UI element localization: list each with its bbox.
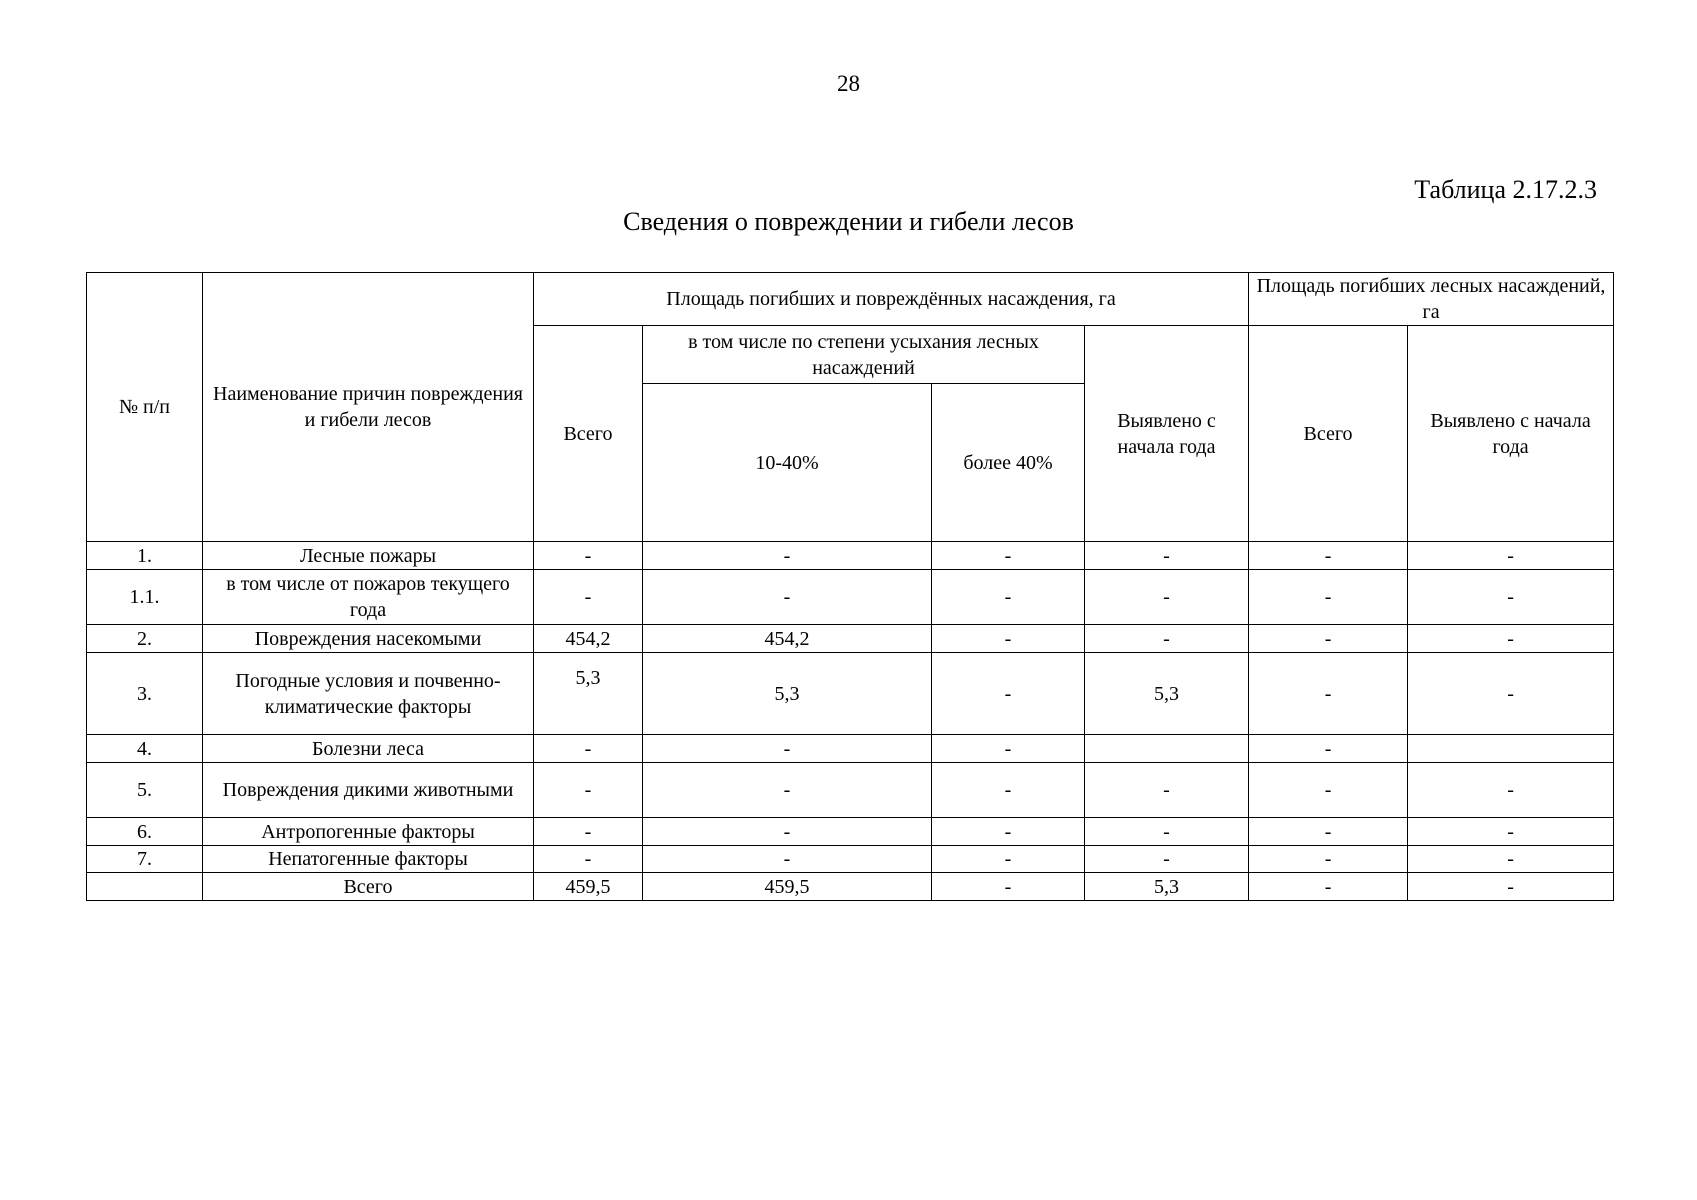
header-group-dead: Площадь погибших лесных насаждений, га	[1249, 273, 1614, 326]
cell-p10-40: -	[643, 542, 932, 570]
cell-since: -	[1085, 846, 1249, 873]
cell-dead-total: -	[1249, 570, 1408, 625]
cell-num: 1.	[87, 542, 203, 570]
cell-num: 4.	[87, 735, 203, 763]
damage-table	[86, 272, 1614, 901]
cell-since: -	[1085, 763, 1249, 818]
cell-dead-total: -	[1249, 818, 1408, 846]
cell-p10-40: -	[643, 735, 932, 763]
cell-num: 5.	[87, 763, 203, 818]
cell-dead-since: -	[1408, 570, 1614, 625]
cell-name: Погодные условия и почвенно-климатические факторы	[203, 653, 534, 735]
cell-total: -	[534, 818, 643, 846]
header-num: № п/п	[87, 273, 203, 542]
cell-since: -	[1085, 570, 1249, 625]
header-total: Всего	[534, 326, 643, 542]
cell-p40: -	[932, 763, 1085, 818]
cell-dead-total: -	[1249, 542, 1408, 570]
cell-num: 1.1.	[87, 570, 203, 625]
cell-p40: -	[932, 818, 1085, 846]
cell-p10-40: -	[643, 570, 932, 625]
cell-since: 5,3	[1085, 873, 1249, 901]
cell-since	[1085, 735, 1249, 763]
cell-dead-since: -	[1408, 873, 1614, 901]
table-row	[87, 542, 1614, 570]
cell-num: 7.	[87, 846, 203, 873]
cell-since: -	[1085, 818, 1249, 846]
cell-p40: -	[932, 542, 1085, 570]
table-row	[87, 818, 1614, 846]
cell-p10-40: 459,5	[643, 873, 932, 901]
header-group-damaged: Площадь погибших и повреждённых насаждения, га	[534, 273, 1249, 326]
cell-name: Повреждения дикими животными	[203, 763, 534, 818]
header-pct-10-40: 10-40%	[643, 384, 932, 542]
cell-p40: -	[932, 846, 1085, 873]
header-pct-over-40: более 40%	[932, 384, 1085, 542]
cell-name: в том числе от пожаров текущего года	[203, 570, 534, 625]
cell-dead-since: -	[1408, 625, 1614, 653]
cell-name: Всего	[203, 873, 534, 901]
cell-name: Болезни леса	[203, 735, 534, 763]
table-row	[87, 570, 1614, 625]
cell-total: 5,3	[534, 653, 643, 735]
cell-name: Лесные пожары	[203, 542, 534, 570]
cell-name: Повреждения насекомыми	[203, 625, 534, 653]
cell-total: -	[534, 763, 643, 818]
cell-p40: -	[932, 625, 1085, 653]
cell-dead-total: -	[1249, 653, 1408, 735]
page-number: 28	[837, 71, 860, 96]
cell-p40: -	[932, 570, 1085, 625]
cell-total: -	[534, 735, 643, 763]
cell-dead-since	[1408, 735, 1614, 763]
cell-dead-total: -	[1249, 763, 1408, 818]
cell-p40: -	[932, 735, 1085, 763]
cell-name: Непатогенные факторы	[203, 846, 534, 873]
cell-dead-total: -	[1249, 873, 1408, 901]
cell-p10-40: 5,3	[643, 653, 932, 735]
table-row	[87, 846, 1614, 873]
header-since-year-start: Выявлено с начала года	[1085, 326, 1249, 542]
table-row-total	[87, 873, 1614, 901]
cell-total: 454,2	[534, 625, 643, 653]
cell-num	[87, 873, 203, 901]
cell-dead-total: -	[1249, 846, 1408, 873]
cell-dead-since: -	[1408, 542, 1614, 570]
table-label: Таблица 2.17.2.3	[1414, 175, 1597, 204]
cell-dead-since: -	[1408, 653, 1614, 735]
table-body	[87, 542, 1614, 901]
cell-total: -	[534, 542, 643, 570]
cell-dead-total: -	[1249, 735, 1408, 763]
table-row	[87, 763, 1614, 818]
cell-since: -	[1085, 542, 1249, 570]
cell-p10-40: 454,2	[643, 625, 932, 653]
cell-dead-since: -	[1408, 846, 1614, 873]
cell-total: -	[534, 570, 643, 625]
table-row	[87, 653, 1614, 735]
header-dead-since-year-start: Выявлено с начала года	[1408, 326, 1614, 542]
cell-since: 5,3	[1085, 653, 1249, 735]
cell-dead-total: -	[1249, 625, 1408, 653]
document-title: Сведения о повреждении и гибели лесов	[623, 207, 1074, 236]
cell-total: -	[534, 846, 643, 873]
cell-name: Антропогенные факторы	[203, 818, 534, 846]
cell-p40: -	[932, 873, 1085, 901]
cell-p10-40: -	[643, 818, 932, 846]
cell-since: -	[1085, 625, 1249, 653]
cell-p10-40: -	[643, 846, 932, 873]
header-dead-total: Всего	[1249, 326, 1408, 542]
table-row	[87, 625, 1614, 653]
header-subgroup-drying: в том числе по степени усыхания лесных насаждений	[643, 326, 1085, 384]
table-row	[87, 735, 1614, 763]
header-name: Наименование причин повреждения и гибели лесов	[203, 273, 534, 542]
cell-p10-40: -	[643, 763, 932, 818]
cell-num: 3.	[87, 653, 203, 735]
cell-dead-since: -	[1408, 763, 1614, 818]
cell-num: 2.	[87, 625, 203, 653]
cell-total: 459,5	[534, 873, 643, 901]
cell-p40: -	[932, 653, 1085, 735]
cell-dead-since: -	[1408, 818, 1614, 846]
table-header	[87, 273, 1614, 542]
cell-num: 6.	[87, 818, 203, 846]
